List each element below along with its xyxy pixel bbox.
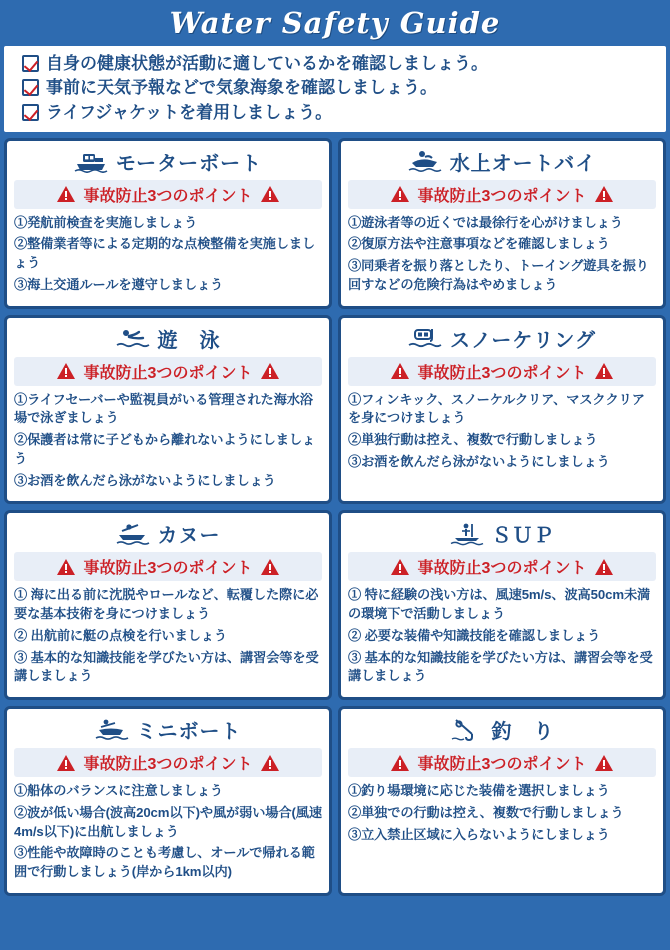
point-item: ①ライフセーバーや監視員がいる管理された海水浴場で泳ぎましょう <box>14 391 313 426</box>
card-header <box>348 323 656 357</box>
point-item: ③お酒を飲んだら泳がないようにしましょう <box>348 453 610 469</box>
card-title: ミニボート <box>136 721 242 744</box>
point-item: ②復原方法や注意事項などを確認しましょう <box>348 236 610 252</box>
activity-card-sup <box>338 510 666 700</box>
points-list <box>348 586 656 689</box>
miniboat-icon <box>95 717 129 743</box>
canoe-icon <box>116 521 150 547</box>
card-header <box>14 146 322 180</box>
snorkel-icon <box>408 325 442 351</box>
card-header <box>348 714 656 748</box>
checklist <box>4 46 666 132</box>
point-item: ②単独での行動は控え、複数で行動しましょう <box>348 804 624 820</box>
swimmer-icon <box>116 325 150 351</box>
card-header <box>14 714 322 748</box>
card-title: スノーケリング <box>450 329 596 352</box>
points-banner <box>348 180 656 209</box>
activity-card-fishing <box>338 706 666 896</box>
points-list <box>14 782 322 885</box>
point-item: ①フィンキック、スノーケルクリア、マスククリアを身につけましょう <box>348 391 645 426</box>
card-header <box>14 518 322 552</box>
card-title: カヌー <box>157 525 221 548</box>
point-item: ①釣り場環境に応じた装備を選択しましょう <box>348 783 610 799</box>
points-label: 事故防止3つのポイント <box>417 187 587 205</box>
points-label: 事故防止3つのポイント <box>417 364 587 382</box>
points-banner <box>14 357 322 386</box>
card-title: 水上オートバイ <box>449 152 597 175</box>
point-item: ③性能や故障時のことも考慮し、オールで帰れる範囲で行動しましょう(岸から1km以内) <box>14 845 315 879</box>
card-title: モーターボート <box>115 152 263 175</box>
warning-icon <box>260 185 280 203</box>
points-list <box>348 391 656 475</box>
warning-icon <box>594 558 614 576</box>
point-item: ③お酒を飲んだら泳がないようにしましょう <box>14 472 276 488</box>
point-item: ②保護者は常に子どもから離れないようにしましょう <box>14 432 316 466</box>
activity-card-personal-watercraft <box>338 138 666 309</box>
checkbox-checked-icon[interactable] <box>22 79 39 96</box>
sup-icon <box>450 521 484 547</box>
point-item: ③ 基本的な知識技能を学びたい方は、講習会等を受講しましょう <box>14 649 319 684</box>
card-header <box>348 146 656 180</box>
warning-icon <box>390 362 410 380</box>
warning-icon <box>594 754 614 772</box>
point-item: ② 出航前に艇の点検を行いましょう <box>14 627 227 643</box>
points-list <box>14 586 322 689</box>
activity-card-snorkeling <box>338 315 666 505</box>
point-item: ① 海に出る前に沈脱やロールなど、転覆した際に必要な基本技術を身につけましょう <box>14 587 319 622</box>
points-label: 事故防止3つのポイント <box>417 756 587 774</box>
warning-icon <box>56 754 76 772</box>
points-banner <box>348 552 656 581</box>
point-item: ① 特に経験の浅い方は、風速5m/s、波高50cm未満の環境下で活動しましょう <box>348 587 651 622</box>
point-item: ②波が低い場合(波高20cm以下)や風が弱い場合(風速4m/s以下)に出航しましょう <box>14 804 322 839</box>
checklist-item[interactable] <box>22 53 658 74</box>
points-list <box>348 214 656 298</box>
point-item: ③立入禁止区域に入らないようにしましょう <box>348 826 610 842</box>
card-header <box>14 323 322 357</box>
warning-icon <box>260 362 280 380</box>
activity-card-canoe <box>4 510 332 700</box>
points-banner <box>348 748 656 777</box>
point-item: ①発航前検査を実施しましょう <box>14 214 198 230</box>
checklist-item-label: ライフジャケットを着用しましょう。 <box>46 102 333 122</box>
points-banner <box>14 552 322 581</box>
warning-icon <box>594 362 614 380</box>
activity-card-miniboat <box>4 706 332 896</box>
fishing-icon <box>450 717 484 743</box>
checklist-item-label: 自身の健康状態が活動に適しているかを確認しましょう。 <box>46 54 488 73</box>
activity-card-grid <box>0 132 670 902</box>
checklist-item[interactable] <box>22 77 658 98</box>
activity-card-motorboat <box>4 138 332 309</box>
warning-icon <box>56 558 76 576</box>
points-list <box>14 391 322 494</box>
points-list <box>14 214 322 298</box>
point-item: ③同乗者を振り落としたり、トーイング遊具を振り回すなどの危険行為はやめましょう <box>348 258 649 292</box>
point-item: ①遊泳者等の近くでは最徐行を心がけましょう <box>348 214 623 230</box>
points-label: 事故防止3つのポイント <box>417 560 587 578</box>
checkbox-checked-icon[interactable] <box>22 55 39 72</box>
points-label: 事故防止3つのポイント <box>83 756 253 774</box>
warning-icon <box>260 754 280 772</box>
warning-icon <box>390 754 410 772</box>
checkbox-checked-icon[interactable] <box>22 104 39 121</box>
point-item: ② 必要な装備や知識技能を確認しましょう <box>348 627 601 643</box>
points-banner <box>348 357 656 386</box>
warning-icon <box>594 185 614 203</box>
points-banner <box>14 180 322 209</box>
jetski-icon <box>408 148 442 174</box>
checklist-item[interactable] <box>22 102 658 123</box>
card-title: 釣 り <box>491 721 555 744</box>
warning-icon <box>56 185 76 203</box>
warning-icon <box>56 362 76 380</box>
points-label: 事故防止3つのポイント <box>83 364 253 382</box>
warning-icon <box>390 558 410 576</box>
point-item: ③ 基本的な知識技能を学びたい方は、講習会等を受講しましょう <box>348 649 653 684</box>
activity-card-swimming <box>4 315 332 505</box>
checklist-item-label: 事前に天気予報などで気象海象を確認しましょう。 <box>46 78 437 98</box>
warning-icon <box>390 185 410 203</box>
points-banner <box>14 748 322 777</box>
page-title-bar <box>0 0 670 46</box>
points-list <box>348 782 656 847</box>
point-item: ②単独行動は控え、複数で行動しましょう <box>348 432 598 448</box>
motorboat-icon <box>74 148 108 174</box>
warning-icon <box>260 558 280 576</box>
card-title: 遊 泳 <box>157 329 221 352</box>
point-item: ①船体のバランスに注意しましょう <box>14 783 224 799</box>
points-label: 事故防止3つのポイント <box>83 560 253 578</box>
point-item: ②整備業者等による定期的な点検整備を実施しましょう <box>14 236 316 271</box>
point-item: ③海上交通ルールを遵守しましょう <box>14 276 224 292</box>
page-title: Water Safety Guide <box>169 6 501 40</box>
card-title: ＳＵＰ <box>491 525 555 548</box>
card-header <box>348 518 656 552</box>
points-label: 事故防止3つのポイント <box>83 187 253 205</box>
